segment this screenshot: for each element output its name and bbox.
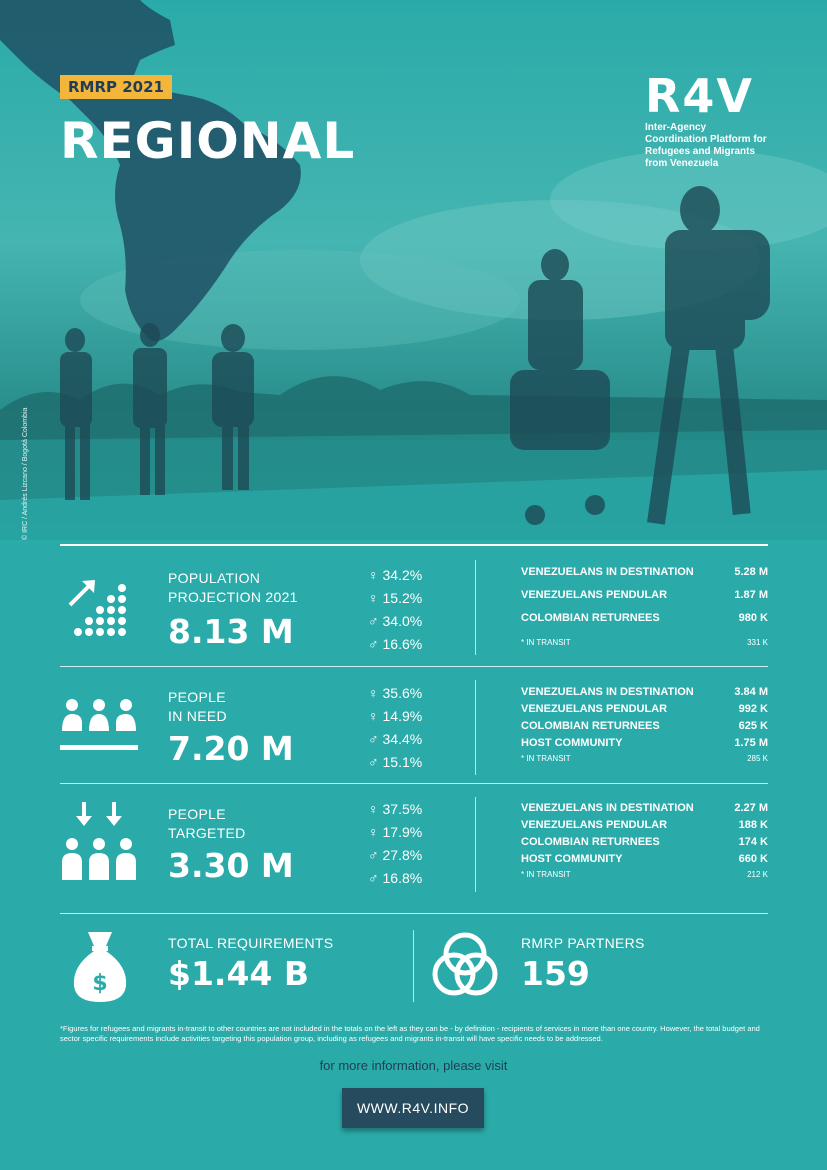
partners-rings-icon bbox=[430, 930, 500, 1000]
row-value: 188 K bbox=[738, 819, 768, 831]
row-label: COLOMBIAN RETURNEES bbox=[521, 612, 660, 624]
photo-credit: © IRC / Andrés Lizcano / Bogotá Colombia bbox=[22, 407, 29, 540]
plan-badge: RMRP 2021 bbox=[60, 75, 172, 99]
targeted-table bbox=[521, 802, 768, 879]
pct-value: 35.6% bbox=[382, 685, 423, 701]
pct-row bbox=[368, 610, 422, 633]
boy-icon: ♂ bbox=[368, 870, 379, 886]
pct-value: 16.8% bbox=[382, 870, 423, 886]
population-percentages bbox=[368, 564, 422, 656]
requirements-value: $1.44 B bbox=[168, 954, 310, 993]
table-row bbox=[521, 737, 768, 754]
girl-icon: ♀ bbox=[368, 824, 379, 840]
population-label bbox=[168, 569, 298, 607]
pct-row bbox=[368, 682, 422, 705]
row-value: 980 K bbox=[738, 612, 768, 624]
transit-value: 285 K bbox=[747, 754, 768, 763]
table-row bbox=[521, 853, 768, 870]
transit-value: 212 K bbox=[747, 870, 768, 879]
divider-1 bbox=[60, 666, 768, 667]
table-row bbox=[521, 566, 768, 589]
man-icon: ♂ bbox=[368, 613, 379, 629]
r4v-logo bbox=[645, 69, 775, 170]
population-growth-icon bbox=[62, 575, 132, 639]
row-label: VENEZUELANS PENDULAR bbox=[521, 819, 668, 831]
pct-row bbox=[368, 867, 422, 890]
row-label: VENEZUELANS IN DESTINATION bbox=[521, 686, 694, 698]
row-label: HOST COMMUNITY bbox=[521, 737, 623, 749]
row-value: 1.75 M bbox=[734, 737, 768, 749]
row-value: 992 K bbox=[738, 703, 768, 715]
population-label-line2: PROJECTION 2021 bbox=[168, 589, 298, 605]
row-label: COLOMBIAN RETURNEES bbox=[521, 720, 660, 732]
in-need-label bbox=[168, 688, 227, 726]
more-info-text: for more information, please visit bbox=[319, 1058, 508, 1073]
woman-icon: ♀ bbox=[368, 567, 379, 583]
row-value: 660 K bbox=[738, 853, 768, 865]
divider-2 bbox=[60, 783, 768, 784]
in-need-percentages bbox=[368, 682, 422, 774]
row-label: VENEZUELANS PENDULAR bbox=[521, 589, 668, 601]
logo-mark: R4V bbox=[645, 69, 755, 123]
pct-value: 15.1% bbox=[382, 754, 423, 770]
table-row bbox=[521, 686, 768, 703]
table-row bbox=[521, 720, 768, 737]
girl-icon: ♀ bbox=[368, 708, 379, 724]
table-row bbox=[521, 703, 768, 720]
pct-value: 17.9% bbox=[382, 824, 423, 840]
pct-value: 16.6% bbox=[382, 636, 423, 652]
pct-row bbox=[368, 728, 422, 751]
vertical-divider-2 bbox=[475, 680, 476, 775]
table-row bbox=[521, 802, 768, 819]
pct-row bbox=[368, 798, 422, 821]
woman-icon: ♀ bbox=[368, 685, 379, 701]
population-table bbox=[521, 566, 768, 647]
pct-row bbox=[368, 564, 422, 587]
pct-value: 34.4% bbox=[382, 731, 423, 747]
page-title: REGIONAL bbox=[60, 112, 356, 170]
targeted-value: 3.30 M bbox=[168, 846, 294, 885]
population-label-line1: POPULATION bbox=[168, 570, 261, 586]
pct-row bbox=[368, 821, 422, 844]
man-icon: ♂ bbox=[368, 731, 379, 747]
transit-value: 331 K bbox=[747, 638, 768, 647]
targeted-label-line2: TARGETED bbox=[168, 825, 246, 841]
logo-subtitle: Inter-Agency Coordination Platform for Refugees and Migrants from Venezuela bbox=[645, 122, 767, 169]
in-need-value: 7.20 M bbox=[168, 729, 294, 768]
row-value: 1.87 M bbox=[734, 589, 768, 601]
boy-icon: ♂ bbox=[368, 754, 379, 770]
requirements-label: TOTAL REQUIREMENTS bbox=[168, 935, 334, 951]
partners-value: 159 bbox=[521, 954, 590, 993]
transit-row bbox=[521, 754, 768, 763]
targeted-percentages bbox=[368, 798, 422, 890]
pct-value: 14.9% bbox=[382, 708, 423, 724]
woman-icon: ♀ bbox=[368, 801, 379, 817]
man-icon: ♂ bbox=[368, 847, 379, 863]
pct-value: 34.2% bbox=[382, 567, 423, 583]
in-need-table bbox=[521, 686, 768, 763]
transit-label: * IN TRANSIT bbox=[521, 638, 571, 647]
row-label: VENEZUELANS IN DESTINATION bbox=[521, 802, 694, 814]
row-value: 2.27 M bbox=[734, 802, 768, 814]
row-label: VENEZUELANS PENDULAR bbox=[521, 703, 668, 715]
pct-value: 37.5% bbox=[382, 801, 423, 817]
targeted-label-line1: PEOPLE bbox=[168, 806, 226, 822]
divider-top bbox=[60, 544, 768, 546]
row-value: 3.84 M bbox=[734, 686, 768, 698]
pct-row bbox=[368, 844, 422, 867]
targeted-label bbox=[168, 805, 246, 843]
partners-label: RMRP PARTNERS bbox=[521, 935, 645, 951]
pct-value: 27.8% bbox=[382, 847, 423, 863]
population-value: 8.13 M bbox=[168, 612, 294, 651]
people-targeted-icon bbox=[58, 800, 140, 884]
table-row bbox=[521, 836, 768, 853]
row-value: 174 K bbox=[738, 836, 768, 848]
girl-icon: ♀ bbox=[368, 590, 379, 606]
people-in-need-icon bbox=[58, 695, 140, 757]
row-label: VENEZUELANS IN DESTINATION bbox=[521, 566, 694, 578]
row-value: 5.28 M bbox=[734, 566, 768, 578]
row-label: COLOMBIAN RETURNEES bbox=[521, 836, 660, 848]
pct-row bbox=[368, 633, 422, 656]
boy-icon: ♂ bbox=[368, 636, 379, 652]
vertical-divider-4 bbox=[413, 930, 414, 1002]
vertical-divider-1 bbox=[475, 560, 476, 655]
divider-3 bbox=[60, 913, 768, 914]
svg-text:$: $ bbox=[92, 971, 108, 996]
pct-row bbox=[368, 587, 422, 610]
transit-row bbox=[521, 870, 768, 879]
row-label: HOST COMMUNITY bbox=[521, 853, 623, 865]
pct-row bbox=[368, 705, 422, 728]
transit-label: * IN TRANSIT bbox=[521, 870, 571, 879]
pct-value: 34.0% bbox=[382, 613, 423, 629]
footnote: *Figures for refugees and migrants in-transit to other countries are not included in the totals on the left as they can be - by definition - recipients of services in more than one country. However, the total budget and sector specific requirements include activities targeting this population group, including as refugees and migrants in-transit will have specific needs to be addressed. bbox=[60, 1024, 760, 1043]
vertical-divider-3 bbox=[475, 797, 476, 892]
website-button[interactable]: WWW.R4V.INFO bbox=[342, 1088, 484, 1128]
pct-row bbox=[368, 751, 422, 774]
pct-value: 15.2% bbox=[382, 590, 423, 606]
transit-label: * IN TRANSIT bbox=[521, 754, 571, 763]
in-need-label-line2: IN NEED bbox=[168, 708, 227, 724]
transit-row bbox=[521, 638, 768, 647]
table-row bbox=[521, 589, 768, 612]
row-value: 625 K bbox=[738, 720, 768, 732]
money-bag-icon bbox=[70, 928, 130, 1004]
in-need-label-line1: PEOPLE bbox=[168, 689, 226, 705]
table-row bbox=[521, 819, 768, 836]
table-row bbox=[521, 612, 768, 638]
